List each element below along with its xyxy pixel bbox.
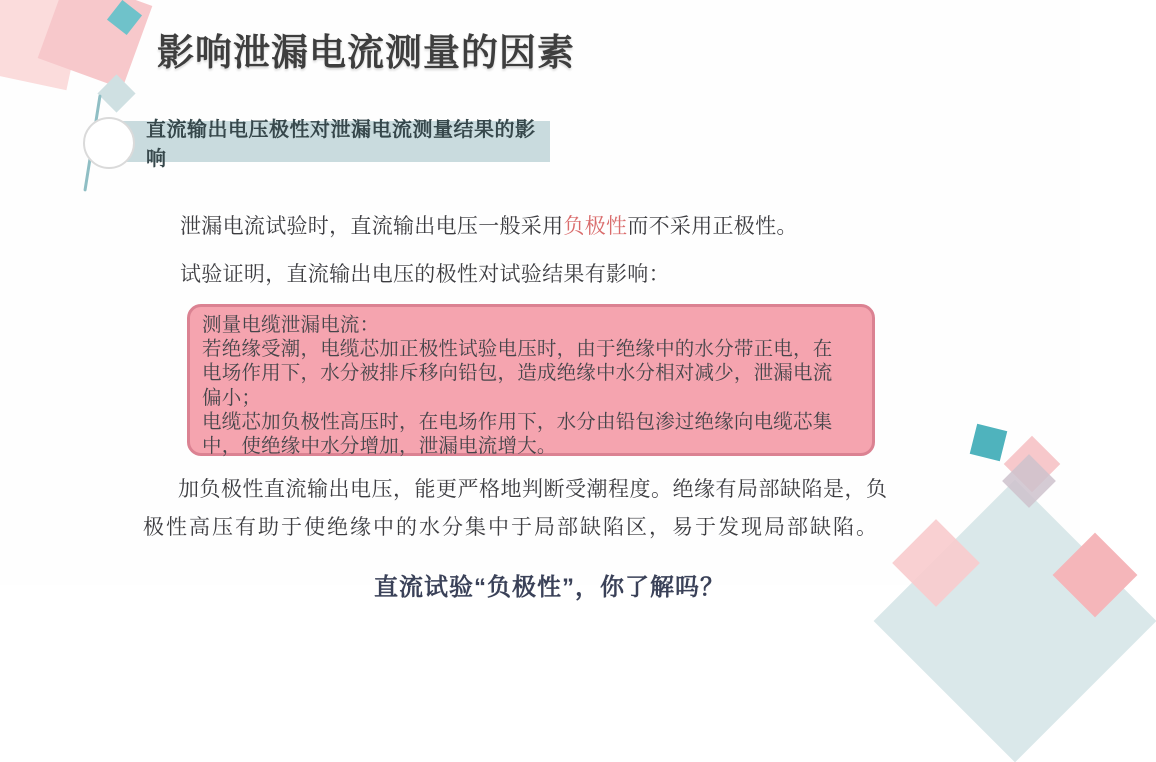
callout-line: 中，使绝缘中水分增加，泄漏电流增大。 <box>202 435 557 458</box>
callout-line: 若绝缘受潮，电缆芯加正极性试验电压时，由于绝缘中的水分带正电，在 <box>202 338 833 361</box>
callout-line: 偏小； <box>202 386 262 409</box>
highlight-negative-polarity: 负极性 <box>563 215 628 238</box>
conclusion-paragraph <box>143 471 943 547</box>
paragraph-text: 而不采用正极性。 <box>627 215 798 238</box>
paragraph-text: 泄漏电流试验时，直流输出电压一般采用 <box>180 215 564 238</box>
conclusion-line: 加负极性直流输出电压，能更严格地判断受潮程度。绝缘有局部缺陷是，负 <box>178 478 888 501</box>
cutoff-bottom-heading: 直流试验“负极性”，你了解吗？ <box>374 574 725 601</box>
paragraph-polarity-choice <box>180 210 798 240</box>
section-heading-bar <box>116 118 550 170</box>
circle-decoration <box>83 117 135 169</box>
section-heading-text: 直流输出电压极性对泄漏电流测量结果的影响 <box>146 118 536 170</box>
teal-square-bottom-decoration <box>970 424 1008 462</box>
page-title: 影响泄漏电流测量的因素 <box>157 32 575 73</box>
conclusion-line: 极性高压有助于使绝缘中的水分集中于局部缺陷区，易于发现局部缺陷。 <box>143 516 879 539</box>
callout-line: 测量电缆泄漏电流： <box>202 314 380 336</box>
callout-line: 电缆芯加负极性高压时，在电场作用下，水分由铅包渗过绝缘向电缆芯集 <box>202 410 833 433</box>
callout-box <box>187 304 875 456</box>
paragraph-experiment-proof: 试验证明，直流输出电压的极性对试验结果有影响： <box>180 263 670 286</box>
callout-line: 电场作用下，水分被排斥移向铅包，造成绝缘中水分相对减少，泄漏电流 <box>202 362 833 385</box>
